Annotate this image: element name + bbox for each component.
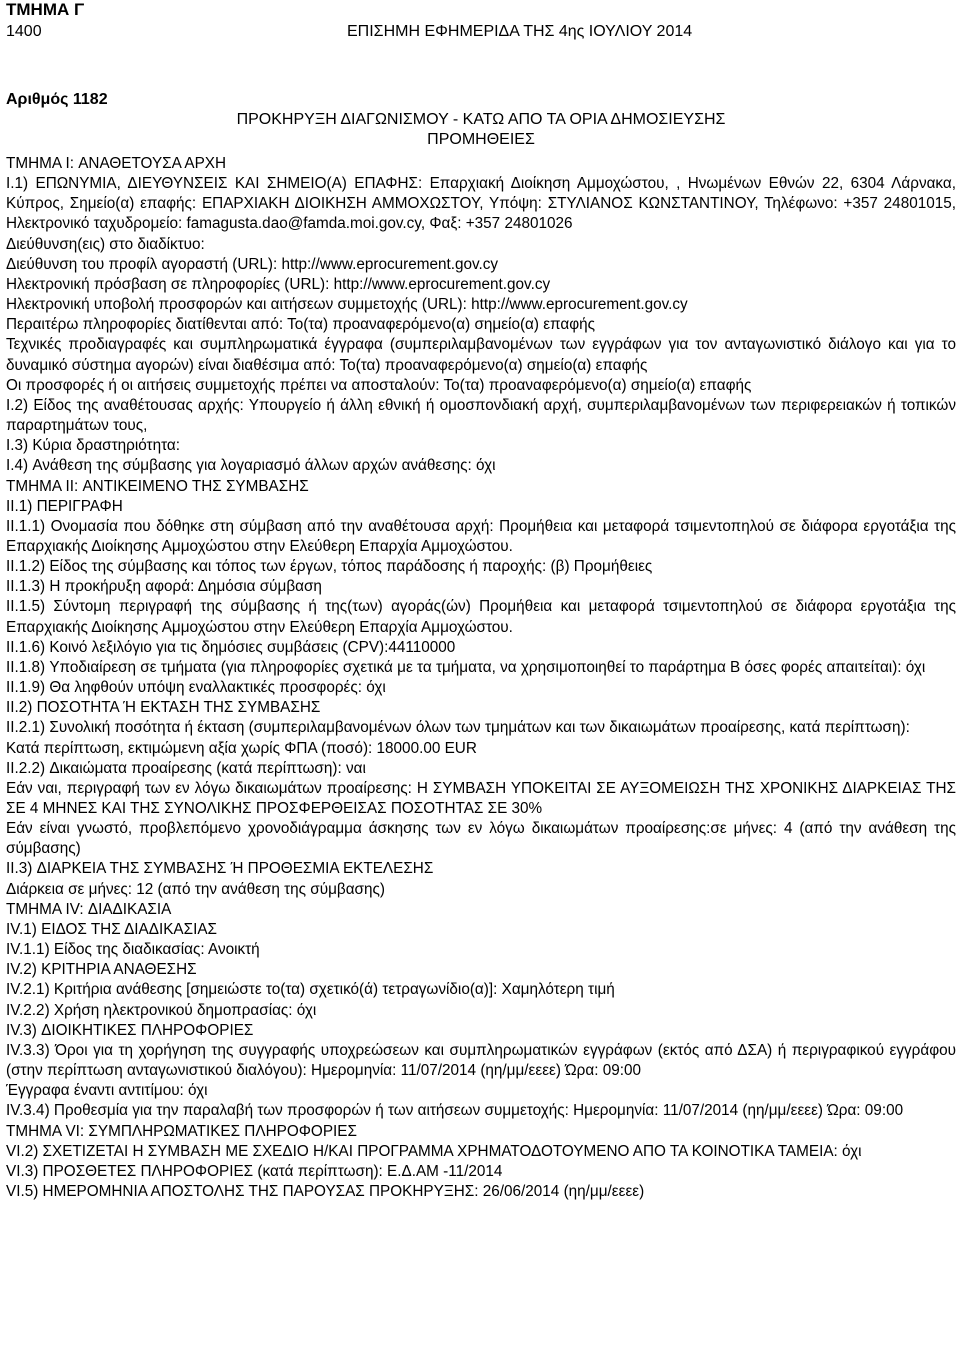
paragraph: IV.2.2) Χρήση ηλεκτρονικού δημοπρασίας: όχι [6, 1001, 317, 1019]
section-label: ΤΜΗΜΑ Γ [6, 0, 85, 19]
notice-body [6, 154, 956, 1202]
paragraph: II.1.8) Υποδιαίρεση σε τμήματα (για πληροφορίες σχετικά με τα τμήματα, να χρησιμοποιηθεί το παράρτημα Β όσες φορές απαιτείται): όχι [6, 658, 926, 676]
paragraph: Εάν ναι, περιγραφή των εν λόγω δικαιωμάτων προαίρεσης: Η ΣΥΜΒΑΣΗ ΥΠΟΚΕΙΤΑΙ ΣΕ ΑΥΞΟΜΕΙΩΣΗ ΤΗΣ ΧΡΟΝΙΚΗΣ ΔΙΑΡΚΕΙΑΣ ΤΗΣ ΣΕ 4 ΜΗΝΕΣ ΚΑΙ ΤΗΣ ΣΥΝΟΛΙΚΗΣ ΠΡΟΣΦΕΡΘΕΙΣΑΣ ΠΟΣΟΤΗΤΑΣ ΣΕ 30% [6, 779, 956, 817]
paragraph: II.1.2) Είδος της σύμβασης και τόπος των έργων, τόπος παράδοσης ή παροχής: (β) Προμήθειες [6, 558, 653, 576]
paragraph: II.1.3) Η προκήρυξη αφορά: Δημόσια σύμβαση [6, 578, 322, 596]
paragraph-section-4-heading: ΤΜΗΜΑ IV: ΔΙΑΔΙΚΑΣΙΑ [6, 900, 172, 918]
paragraph: I.3) Κύρια δραστηριότητα: [6, 437, 181, 455]
paragraph: II.2) ΠΟΣΟΤΗΤΑ Ή ΕΚΤΑΣΗ ΤΗΣ ΣΥΜΒΑΣΗΣ [6, 699, 321, 717]
paragraph-section-1-heading: ΤΜΗΜΑ I: ΑΝΑΘΕΤΟΥΣΑ ΑΡΧΗ [6, 155, 227, 172]
paragraph: IV.2.1) Κριτήρια ανάθεσης [σημειώστε το(τα) σχετικό(ά) τετραγωνίδιο(α)]: Χαμηλότερη τιμή [6, 981, 615, 999]
paragraph: II.3) ΔΙΑΡΚΕΙΑ ΤΗΣ ΣΥΜΒΑΣΗΣ Ή ΠΡΟΘΕΣΜΙΑ ΕΚΤΕΛΕΣΗΣ [6, 860, 434, 878]
paragraph: Ηλεκτρονική πρόσβαση σε πληροφορίες (URL): http://www.eprocurement.gov.cy [6, 275, 551, 293]
paragraph: VI.5) ΗΜΕΡΟΜΗΝΙΑ ΑΠΟΣΤΟΛΗΣ ΤΗΣ ΠΑΡΟΥΣΑΣ ΠΡΟΚΗΡΥΞΗΣ: 26/06/2014 (ηη/μμ/εεεε) [6, 1182, 645, 1200]
paragraph: II.1) ΠΕΡΙΓΡΑΦΗ [6, 497, 123, 515]
paragraph: Εάν είναι γνωστό, προβλεπόμενο χρονοδιάγραμμα άσκησης των εν λόγω δικαιωμάτων προαίρεσης:σε μήνες: 4 (από την ανάθεση της σύμβασης) [6, 820, 956, 858]
page-header [6, 22, 956, 42]
paragraph-section-6-heading: ΤΜΗΜΑ VI: ΣΥΜΠΛΗΡΩΜΑΤΙΚΕΣ ΠΛΗΡΟΦΟΡΙΕΣ [6, 1122, 357, 1140]
notice-number: Αριθμός 1182 [6, 91, 108, 108]
paragraph: IV.2) ΚΡΙΤΗΡΙΑ ΑΝΑΘΕΣΗΣ [6, 961, 197, 979]
paragraph: Διεύθυνση(εις) στο διαδίκτυο: [6, 235, 205, 253]
paragraph: IV.1) ΕΙΔΟΣ ΤΗΣ ΔΙΑΔΙΚΑΣΙΑΣ [6, 920, 217, 938]
paragraph: VI.3) ΠΡΟΣΘΕΤΕΣ ΠΛΗΡΟΦΟΡΙΕΣ (κατά περίπτωση): Ε.Δ.ΑΜ -11/2014 [6, 1162, 503, 1180]
paragraph-section-2-heading: ΤΜΗΜΑ II: ΑΝΤΙΚΕΙΜΕΝΟ ΤΗΣ ΣΥΜΒΑΣΗΣ [6, 477, 309, 495]
paragraph: II.2.1) Συνολική ποσότητα ή έκταση (συμπεριλαμβανομένων όλων των τμημάτων και των δικαιωμάτων προαίρεσης, κατά περίπτωση): [6, 719, 910, 737]
paragraph: Περαιτέρω πληροφορίες διατίθενται από: Το(τα) προαναφερόμενο(α) σημείο(α) επαφής [6, 316, 596, 334]
paragraph: IV.3.3) Όροι για τη χορήγηση της συγγραφής υποχρεώσεων και συμπληρωματικών εγγράφων (εκτός από ΔΣΑ) ή περιγραφικού εγγράφου (στην περίπτωση ανταγωνιστικού διαλόγου): Ημερομηνία: 11/07/2014 (ηη/μμ/εεεε) Ώρα: 09:00 [6, 1041, 956, 1080]
paragraph: I.4) Ανάθεση της σύμβασης για λογαριασμό άλλων αρχών ανάθεσης: όχι [6, 457, 496, 475]
notice-title-line-2: ΠΡΟΜΗΘΕΙΕΣ [427, 131, 535, 148]
paragraph: Οι προσφορές ή οι αιτήσεις συμμετοχής πρέπει να αποσταλούν: Το(τα) προαναφερόμενο(α) σημείο(α) επαφής [6, 376, 752, 394]
paragraph: Ηλεκτρονική υποβολή προσφορών και αιτήσεων συμμετοχής (URL): http://www.eprocurement.gov.cy [6, 296, 688, 314]
paragraph: Τεχνικές προδιαγραφές και συμπληρωματικά έγγραφα (συμπεριλαμβανομένων των εγγράφων για τον ανταγωνιστικό διάλογο και για το δυναμικό σύστημα αγορών) είναι διαθέσιμα από: Το(τα) προαναφερόμενο(α) σημείο(α) επαφής [6, 336, 956, 374]
paragraph: II.1.6) Κοινό λεξιλόγιο για τις δημόσιες συμβάσεις (CPV):44110000 [6, 638, 456, 656]
paragraph: VI.2) ΣΧΕΤΙΖΕΤΑΙ Η ΣΥΜΒΑΣΗ ΜΕ ΣΧΕΔΙΟ Η/ΚΑΙ ΠΡΟΓΡΑΜΜΑ ΧΡΗΜΑΤΟΔΟΤΟΥΜΕΝΟ ΑΠΟ ΤΑ ΚΟΙΝΟΤΙΚΑ ΤΑΜΕΙΑ: όχι [6, 1142, 862, 1160]
paragraph: II.1.5) Σύντομη περιγραφή της σύμβασης ή της(των) αγοράς(ών) Προμήθεια και μεταφορά τσιμεντοπηλού σε διάφορα εργοτάξια της Επαρχιακής Διοίκησης Αμμοχώστου στην Ελεύθερη Επαρχία Αμμοχώστου. [6, 598, 956, 636]
paragraph: Έγγραφα έναντι αντιτίμου: όχι [6, 1082, 208, 1100]
paragraph: Διάρκεια σε μήνες: 12 (από την ανάθεση της σύμβασης) [6, 880, 385, 898]
paragraph: IV.1.1) Είδος της διαδικασίας: Ανοικτή [6, 941, 260, 959]
paragraph: Κατά περίπτωση, εκτιμώμενη αξία χωρίς ΦΠΑ (ποσό): 18000.00 EUR [6, 739, 477, 757]
paragraph: IV.3.4) Προθεσμία για την παραλαβή των προσφορών ή των αιτήσεων συμμετοχής: Ημερομηνία: 11/07/2014 (ηη/μμ/εεεε) Ώρα: 09:00 [6, 1102, 904, 1120]
gazette-title: ΕΠΙΣΗΜΗ ΕΦΗΜΕΡΙΔΑ ΤΗΣ 4ης ΙΟΥΛΙΟΥ 2014 [347, 23, 693, 40]
paragraph: Διεύθυνση του προφίλ αγοραστή (URL): http://www.eprocurement.gov.cy [6, 255, 499, 273]
paragraph: II.1.1) Ονομασία που δόθηκε στη σύμβαση από την αναθέτουσα αρχή: Προμήθεια και μεταφορά τσιμεντοπηλού σε διάφορα εργοτάξια της Επαρχιακής Διοίκησης Αμμοχώστου στην Ελεύθερη Επαρχία Αμμοχώστου. [6, 517, 956, 555]
paragraph: IV.3) ΔΙΟΙΚΗΤΙΚΕΣ ΠΛΗΡΟΦΟΡΙΕΣ [6, 1021, 254, 1039]
paragraph: II.1.9) Θα ληφθούν υπόψη εναλλακτικές προσφορές: όχι [6, 679, 386, 697]
notice-title-line-1: ΠΡΟΚΗΡΥΞΗ ΔΙΑΓΩΝΙΣΜΟΥ - ΚΑΤΩ ΑΠΟ ΤΑ ΟΡΙΑ ΔΗΜΟΣΙΕΥΣΗΣ [236, 111, 726, 128]
paragraph: II.2.2) Δικαιώματα προαίρεσης (κατά περίπτωση): ναι [6, 759, 366, 777]
paragraph: I.1) ΕΠΩΝΥΜΙΑ, ΔΙΕΥΘΥΝΣΕΙΣ ΚΑΙ ΣΗΜΕΙΟ(Α) ΕΠΑΦΗΣ: Επαρχιακή Διοίκηση Αμμοχώστου, , Ηνωμένων Εθνών 22, 6304 Λάρνακα, Κύπρος, Σημείο(α) επαφής: ΕΠΑΡΧΙΑΚΗ ΔΙΟΙΚΗΣΗ ΑΜΜΟΧΩΣΤΟΥ, Υπόψη: ΣΤΥΛΙΑΝΟΣ ΚΩΝΣΤΑΝΤΙΝΟΥ, Τηλέφωνο: +357 24801015, Ηλεκτρονικό ταχυδρομείο: famagusta.dao@famda.moi.gov.cy, Φαξ: +357 24801026 [6, 175, 956, 233]
page-number: 1400 [6, 23, 42, 40]
notice-title [6, 110, 956, 150]
paragraph: I.2) Είδος της αναθέτουσας αρχής: Υπουργείο ή άλλη εθνική ή ομοσπονδιακή αρχή, συμπεριλαμβανομένων των περιφερειακών ή τοπικών παραρτημάτων τους, [6, 396, 956, 435]
